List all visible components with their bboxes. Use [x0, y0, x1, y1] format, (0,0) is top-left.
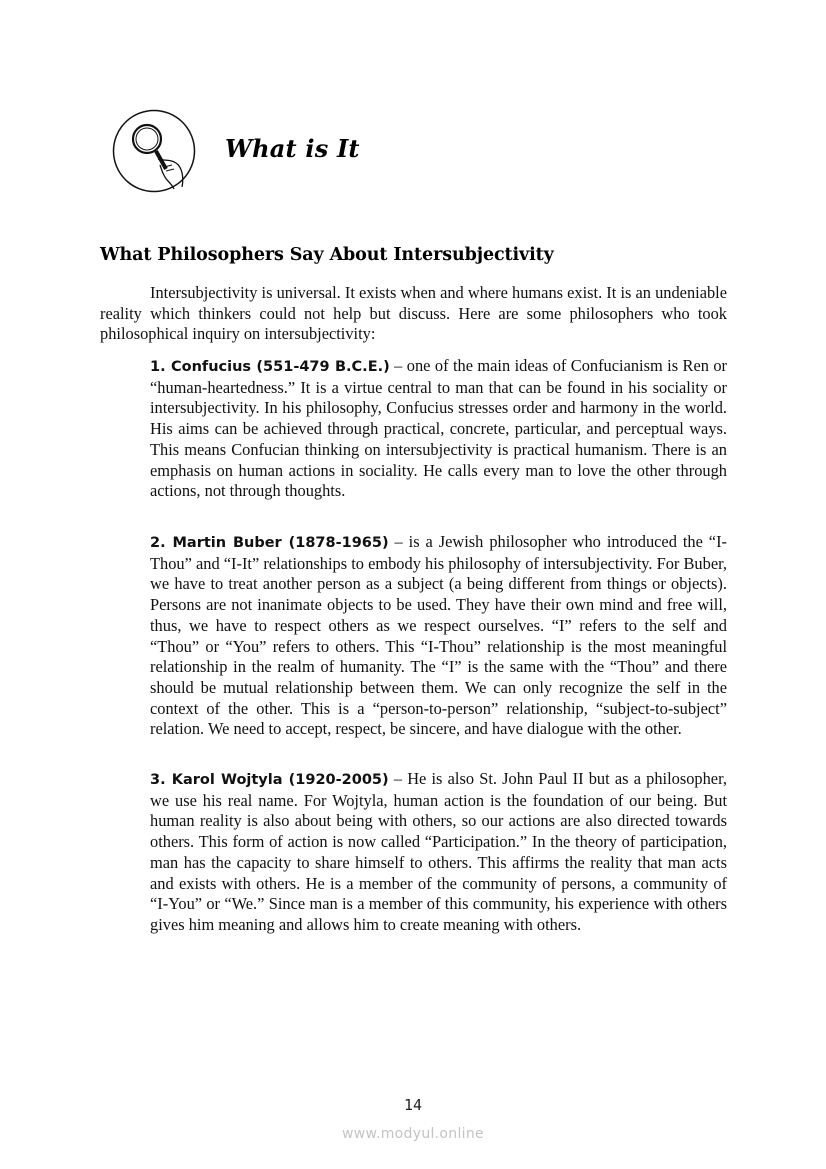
item-text: – one of the main ideas of Confucianism is Ren or “human-heartedness.” It is a virtue central to man that can be found in his sociality or intersubjectivity. In his philosophy, Confucius stresses order and harmony in the world. His aims can be achieved through practical, concrete, particular, and perceptual ways. This means Confucian thinking on intersubjectivity is practical humanism. There is an emphasis on human actions in sociality. He calls every man to love the other through actions, not through thoughts.: [150, 356, 727, 501]
item-text: – He is also St. John Paul II but as a philosopher, we use his real name. For Wojtyla, human action is the foundation of our being. But human reality is also about being with others, so our actions are also directed towards others. This form of action is now called “Participation.” In the theory of participation, man has the capacity to share himself to others. This affirms the reality that man acts and exists with others. He is a member of the community of persons, a community of “I-You” or “We.” Since man is a member of this community, his experience with others gives him meaning and allows him to create meaning with others.: [150, 769, 727, 934]
list-item-wojtyla: [150, 769, 727, 936]
list-item-buber: [150, 532, 727, 740]
magnifying-glass-icon: [112, 109, 196, 193]
item-lead: 1. Confucius (551-479 B.C.E.): [150, 359, 390, 375]
section-title: What is It: [225, 134, 360, 163]
page-number: 14: [403, 1096, 423, 1114]
item-text: – is a Jewish philosopher who introduced the “I-Thou” and “I-It” relationships to embody his philosophy of intersubjectivity. For Buber, we have to treat another person as a subject (a being different from things or objects). Persons are not inanimate objects to be used. They have their own mind and free will, thus, we have to respect others as we respect ourselves. “I” refers to the self and “Thou” or “You” refers to others. This “I-Thou” relationship is the most meaningful relationship in the realm of humanity. The “I” is the same with the “Thou” and there should be mutual relationship between them. We can only recognize the self in the context of the other. This is a “person-to-person” relationship, “subject-to-subject” relation. We need to accept, respect, be sincere, and have dialogue with the other.: [150, 532, 728, 739]
item-lead: 3. Karol Wojtyla (1920-2005): [150, 772, 389, 788]
watermark: www.modyul.online: [342, 1126, 484, 1142]
item-lead: 2. Martin Buber (1878-1965): [150, 535, 389, 551]
intro-paragraph: Intersubjectivity is universal. It exists when and where humans exist. It is an undeniable reality which thinkers could not help but discuss. Here are some philosophers who took philosophical inquiry on intersubjectivity:: [100, 283, 727, 344]
list-item-confucius: [150, 356, 727, 502]
page-heading: What Philosophers Say About Intersubjectivity: [100, 245, 554, 265]
